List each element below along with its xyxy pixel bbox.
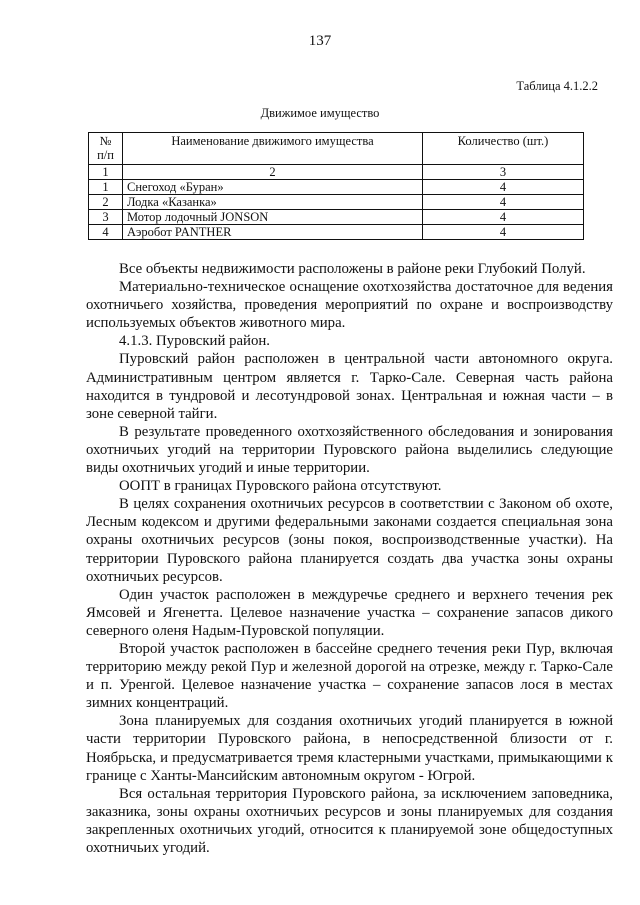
header-number: № п/п xyxy=(89,133,123,165)
paragraph: Все объекты недвижимости расположены в районе реки Глубокий Полуй. xyxy=(119,261,586,277)
page-number: 137 xyxy=(308,33,332,49)
table-row xyxy=(89,210,584,225)
row-quantity: 4 xyxy=(423,225,584,240)
paragraph: Пуровский район расположен в центральной части автономного округа. Административным центром является г. Тарко-Сале. Северная часть района находится в тундровой и лесотундровой зонах. Центральная и южная части – в зоне северной тайги. xyxy=(86,351,613,422)
row-number: 1 xyxy=(89,180,123,195)
row-quantity: 4 xyxy=(423,210,584,225)
table-header-row xyxy=(89,133,584,165)
table-caption: Таблица 4.1.2.2 xyxy=(516,79,598,93)
index-cell: 1 xyxy=(89,165,123,180)
body-text xyxy=(86,260,613,857)
header-name: Наименование движимого имущества xyxy=(123,133,423,165)
table-title: Движимое имущество xyxy=(260,106,380,120)
paragraph: В результате проведенного охотхозяйственного обследования и зонирования охотничьих угодий на территории Пуровского района выделились следующие виды охотничьих угодий и иные территории. xyxy=(86,423,613,477)
table-index-row xyxy=(89,165,584,180)
paragraph: Зона планируемых для создания охотничьих угодий планируется в южной части территории Пуровского района, в непосредственной близости от г. Ноябрьска, и предусматривается тремя кластерными участками, примыкающими к границе с Ханты-Мансийским автономным округом - Югрой. xyxy=(86,713,613,784)
index-cell: 2 xyxy=(123,165,423,180)
table-row xyxy=(89,225,584,240)
paragraph: Один участок расположен в междуречье среднего и верхнего течения рек Ямсовей и Ягенетта. Целевое назначение участка – сохранение запасов дикого северного оленя Надым-Пуровской популяции. xyxy=(86,586,613,639)
table-row xyxy=(89,195,584,210)
movable-property-table xyxy=(88,132,584,240)
row-number: 4 xyxy=(89,225,123,240)
row-item-name: Лодка «Казанка» xyxy=(123,195,423,210)
row-quantity: 4 xyxy=(423,195,584,210)
row-item-name: Мотор лодочный JONSON xyxy=(123,210,423,225)
row-quantity: 4 xyxy=(423,180,584,195)
table-row xyxy=(89,180,584,195)
paragraph: Материально-техническое оснащение охотхозяйства достаточное для ведения охотничьего хозяйства, проведения мероприятий по охране и воспроизводству используемых объектов животного мира. xyxy=(86,279,613,332)
paragraph: ООПТ в границах Пуровского района отсутствуют. xyxy=(119,478,442,495)
paragraph: Второй участок расположен в бассейне среднего течения реки Пур, включая территорию между рекой Пур и железной дорогой на отрезке, между г. Тарко-Сале и п. Уренгой. Целевое назначение участка – сохранение запасов лося в местах зимних концентраций. xyxy=(86,640,613,712)
index-cell: 3 xyxy=(423,165,584,180)
row-item-name: Снегоход «Буран» xyxy=(123,180,423,195)
paragraph: В целях сохранения охотничьих ресурсов в соответствии с Законом об охоте, Лесным кодексом и другими федеральными законами создается специальная зона охраны охотничьих ресурсов (зоны покоя, воспроизводственные участки). На территории Пуровского района планируется создать два участка зоны охраны охотничьих ресурсов. xyxy=(86,496,613,585)
row-number: 3 xyxy=(89,210,123,225)
row-item-name: Аэробот PANTHER xyxy=(123,225,423,240)
row-number: 2 xyxy=(89,195,123,210)
paragraph: Вся остальная территория Пуровского района, за исключением заповедника, заказника, зоны охраны охотничьих ресурсов и зоны планируемых для создания закрепленных охотничьих угодий, относится к планируемой зоне общедоступных охотничьих угодий. xyxy=(86,785,613,856)
header-quantity: Количество (шт.) xyxy=(423,133,584,165)
section-heading: 4.1.3. Пуровский район. xyxy=(119,333,270,350)
